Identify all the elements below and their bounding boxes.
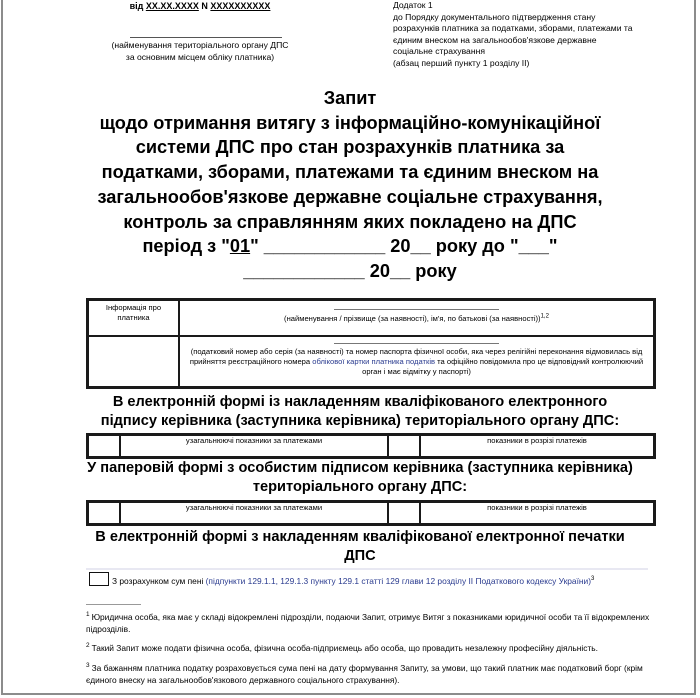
appendix-line: розрахунків платника за податками, зборами, платежами та — [393, 23, 633, 34]
payer-info-table — [86, 298, 656, 389]
tax-authority-input-line[interactable] — [130, 37, 282, 38]
paper-form-options — [86, 500, 656, 526]
heading-line: ДПС — [344, 548, 376, 564]
section-divider — [86, 568, 648, 570]
tax-code-link[interactable]: (підпункти 129.1.1, 129.1.3 пункту 129.1 статті 129 глави 12 розділу II Податкового кодексу України) — [205, 576, 591, 586]
ref-prefix: від — [129, 1, 144, 11]
penalty-calculation-label — [112, 576, 594, 587]
title-line: системи ДПС про стан розрахунків платника за — [135, 137, 565, 158]
section-heading-electronic-signature — [60, 393, 660, 431]
payer-name-input-line[interactable] — [334, 309, 499, 310]
appendix-note — [393, 0, 693, 70]
penalty-label-text: З розрахунком сум пені — [112, 576, 204, 586]
footnote-ref: 1,2 — [540, 313, 549, 320]
summary-indicators-label: узагальнюючі показники за платежами — [120, 435, 388, 458]
payer-id-input-line[interactable] — [334, 343, 499, 344]
appendix-line: до Порядку документального підтвердження стану — [393, 11, 596, 22]
title-line: Запит — [323, 88, 377, 108]
ref-date[interactable]: XX.XX.XXXX — [145, 1, 199, 11]
heading-line: територіального органу ДПС: — [252, 479, 468, 495]
footnote-1 — [86, 611, 656, 635]
summary-indicators-checkbox[interactable] — [88, 435, 121, 458]
payer-info-label: Інформація про платника — [88, 300, 180, 336]
section-heading-electronic-seal — [60, 528, 660, 566]
period-line-2[interactable]: ____________ 20__ року — [243, 260, 457, 281]
per-payment-indicators-checkbox[interactable] — [388, 502, 420, 525]
heading-line: В електронній формі з накладенням кваліфікованої електронної печатки — [95, 529, 625, 545]
section-heading-paper-form — [60, 459, 660, 497]
caption-line: за основним місцем обліку платника) — [125, 51, 275, 62]
title-line: податками, зборами, платежами та єдиним внеском на — [101, 162, 599, 183]
period-day-from[interactable]: 01 — [229, 236, 251, 257]
title-line: загальнообов'язкове державне соціальне страхування, — [97, 186, 603, 207]
payer-id-caption-end: та офіційно повідомила про це відповідний контролюючий орган і має відмітку у паспорті) — [362, 356, 644, 376]
payer-name-field[interactable] — [179, 300, 655, 336]
appendix-line: соціальне страхування — [393, 46, 485, 57]
summary-indicators-checkbox[interactable] — [88, 502, 121, 525]
per-payment-indicators-checkbox[interactable] — [388, 435, 420, 458]
penalty-calculation-checkbox[interactable] — [89, 572, 109, 586]
footnote-number: 2 — [86, 642, 90, 650]
period-mid[interactable]: " ____________ 20__ року до "___" — [250, 236, 558, 257]
footnote-text: Юридична особа, яка має у складі відокремлені підрозділи, подаючи Запит, отримує Витяг з показниками юридичної особи та її відокремлених підрозділів. — [86, 612, 650, 634]
footnote-text: Такий Запит може подати фізична особа, фізична особа-підприємець або особа, що провадить незалежну професійну діяльність. — [91, 643, 598, 653]
heading-line: У паперовій формі з особистим підписом керівника (заступника керівника) — [87, 460, 633, 476]
title-line: контроль за справлянням яких покладено на ДПС — [123, 211, 577, 232]
per-payment-indicators-label: показники в розрізі платежів — [420, 435, 655, 458]
footnote-separator — [86, 604, 141, 605]
payer-info-empty-cell — [88, 336, 180, 388]
footnote-2 — [86, 642, 656, 654]
heading-line: В електронній формі із накладенням кваліфікованого електронного — [112, 394, 608, 410]
period-prefix: період з " — [142, 236, 230, 257]
document-title — [60, 86, 640, 284]
summary-indicators-label: узагальнюючі показники за платежами — [120, 502, 388, 525]
footnote-number: 1 — [86, 611, 90, 619]
title-line: щодо отримання витягу з інформаційно-комунікаційної — [99, 112, 601, 133]
footnote-ref: 3 — [591, 576, 595, 583]
taxpayer-card-link[interactable]: облікової картки платника податків — [312, 356, 436, 366]
payer-name-caption: (найменування / прізвище (за наявності), ім'я, по батькові (за наявності)) — [284, 314, 541, 323]
per-payment-indicators-label: показники в розрізі платежів — [420, 502, 655, 525]
footnote-number: 3 — [86, 662, 90, 670]
payer-id-caption: (податковий номер або серія (за наявності) та номер паспорта фізичної особи, яка через релігійні переконання відмовилась від прийняття реєстраційного номера — [189, 346, 643, 366]
appendix-line: єдиним внеском на загальнообов'язкове державне — [393, 34, 597, 45]
tax-authority-caption — [90, 40, 310, 63]
caption-line: (найменування територіального органу ДПС — [111, 40, 289, 50]
electronic-signature-options — [86, 433, 656, 459]
request-reference — [90, 1, 310, 11]
heading-line: підпису керівника (заступника керівника) територіального органу ДПС: — [100, 413, 620, 429]
payer-id-field[interactable] — [179, 336, 655, 388]
ref-number[interactable]: XXXXXXXXXX — [210, 1, 271, 11]
appendix-line: Додаток 1 — [393, 0, 433, 10]
footnote-3 — [86, 662, 656, 686]
footnote-text: За бажанням платника податку розраховується сума пені на дату формування Запиту, за умови, що такий платник має податковий борг (крім єдиного внеску на загальнообов'язкового державного соціального страхування). — [86, 663, 643, 685]
period-line — [60, 234, 640, 259]
appendix-line: (абзац перший пункту 1 розділу II) — [393, 57, 530, 68]
ref-n: N — [201, 1, 208, 11]
